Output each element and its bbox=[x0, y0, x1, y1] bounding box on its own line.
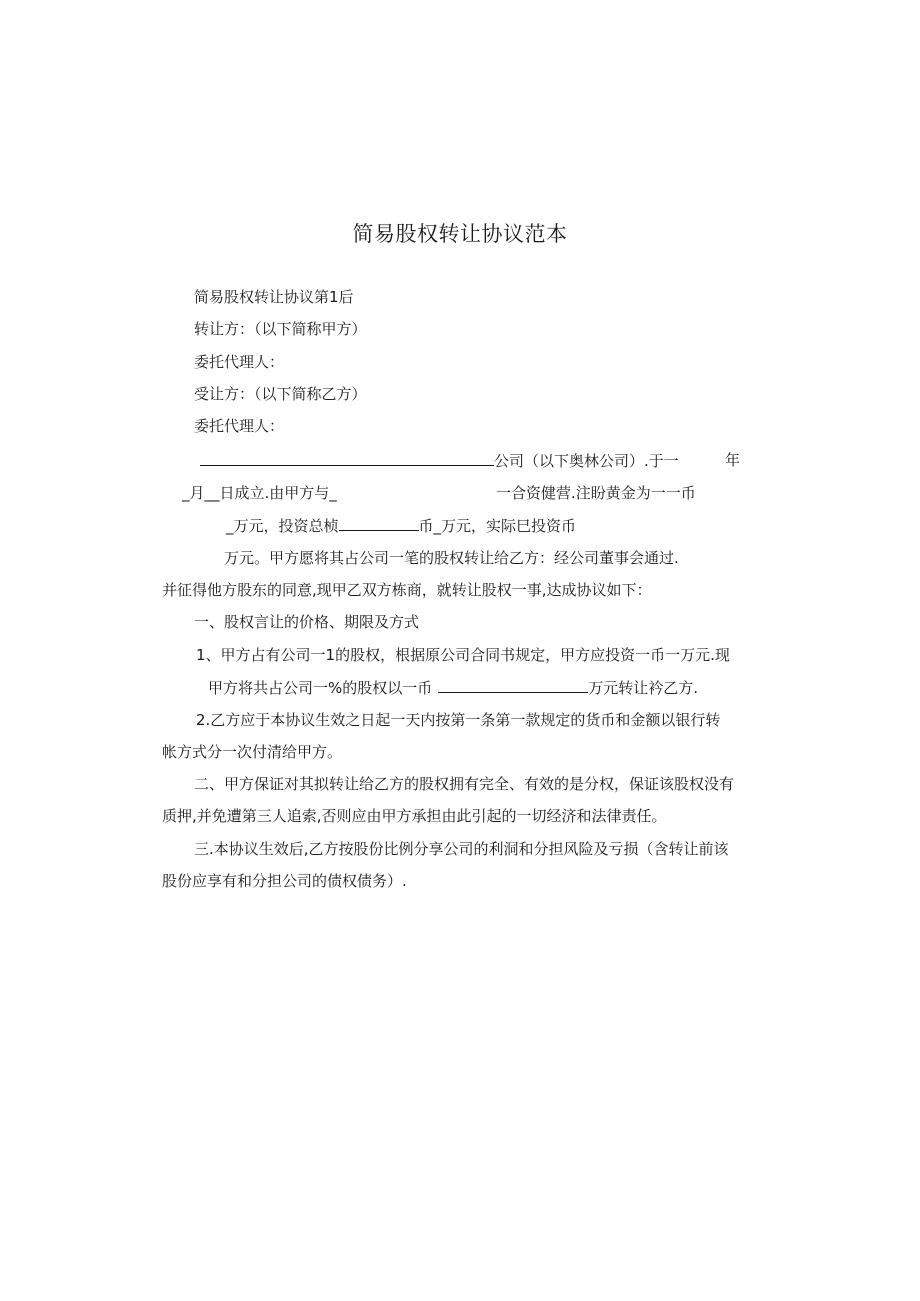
agent-line-1: 委托代理人： bbox=[194, 353, 285, 371]
transferor-line: 转让方：（以下简称甲方） bbox=[194, 320, 367, 338]
transferee-line: 受让方：（以下简称乙方） bbox=[194, 385, 367, 403]
clause-1-line-1: 1、甲方占有公司一1的股权，根据原公司合同书规定，甲方应投资一币一万元.现 bbox=[196, 646, 730, 664]
section-2-line-2: 质押,并免遭第三人追索,否则应由甲方承担由此引起的一切经济和法律责任。 bbox=[162, 807, 667, 825]
blank-transfer-amount bbox=[438, 677, 588, 693]
investment-line bbox=[226, 515, 576, 536]
joint-venture-line: 一合资健营.注盼黄金为一一币 bbox=[496, 484, 696, 502]
transfer-intent-line: 万元。甲方愿将其占公司一笔的股权转让给乙方：经公司董事会通过. bbox=[224, 549, 679, 567]
section-3-line-1: 三.本协议生效后,乙方按股份比例分享公司的利洞和分担风险及亏损（含转让前该 bbox=[194, 840, 729, 858]
blank-company-name bbox=[200, 450, 494, 466]
clause-1-line-2b: 万元转让衿乙方. bbox=[588, 679, 699, 697]
year-label: 年 bbox=[725, 451, 741, 469]
established-line: _月__日成立.由甲方与_ bbox=[182, 484, 337, 502]
investment-line-a: _万元，投资总桢 bbox=[226, 517, 339, 535]
company-line-text: 公司（以下奥林公司）.于一 bbox=[494, 452, 679, 470]
document-title: 简易股权转让协议范本 bbox=[352, 222, 568, 246]
section-1-heading: 一、股权言让的价格、期限及方式 bbox=[194, 613, 420, 631]
blank-total-investment bbox=[339, 515, 419, 531]
clause-1-line-2 bbox=[208, 677, 698, 698]
company-line bbox=[200, 450, 679, 471]
section-3-line-2: 股份应享有和分担公司的债权债务）. bbox=[162, 872, 407, 890]
agent-line-2: 委托代理人： bbox=[194, 417, 285, 435]
document-subtitle: 简易股权转让协议第1后 bbox=[194, 288, 354, 306]
clause-1-line-2a: 甲方将共占公司一%的股权以一币 bbox=[208, 679, 433, 697]
agreement-intro-line: 并征得他方股东的同意,现甲乙双方栋商，就转让股权一事,达成协议如下： bbox=[162, 581, 652, 599]
investment-line-b: 币_万元，实际巳投资币 bbox=[418, 517, 577, 535]
section-2-line-1: 二、甲方保证对其拟转让给乙方的股权拥有完全、有效的是分权，保证该股权没有 bbox=[194, 775, 735, 793]
clause-2-line-2: 帐方式分一次付清给甲方。 bbox=[162, 743, 343, 761]
clause-2-line-1: 2.乙方应于本协议生效之日起一天内按第一条第一款规定的货币和金额以银行转 bbox=[196, 711, 721, 729]
